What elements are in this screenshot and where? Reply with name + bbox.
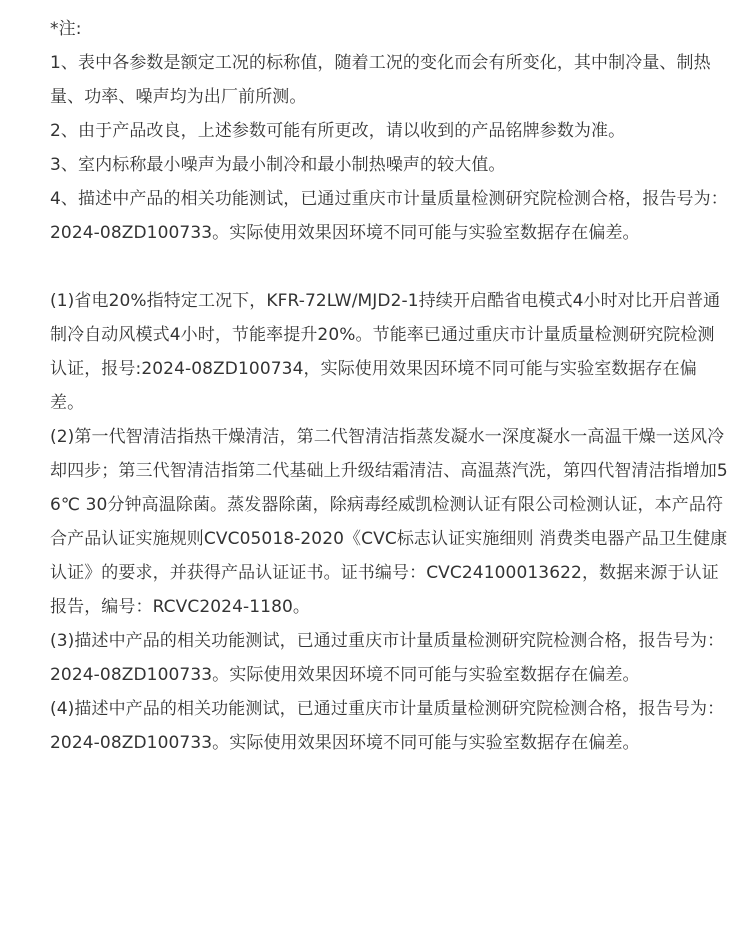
notes-document: [50, 12, 730, 760]
detail-item-1: (1)省电20%指特定工况下，KFR-72LW/MJD2-1持续开启酷省电模式4小时对比开启普通制冷自动风模式4小时，节能率提升20%。节能率已通过重庆市计量质量检测研究院检测认证，报号:2024-08ZD100734，实际使用效果因环境不同可能与实验室数据存在偏差。: [50, 291, 721, 413]
section-spacer: [50, 250, 730, 284]
details-list: [50, 284, 730, 760]
note-item-4: 4、描述中产品的相关功能测试，已通过重庆市计量质量检测研究院检测合格，报告号为：2024-08ZD100733。实际使用效果因环境不同可能与实验室数据存在偏差。: [50, 189, 728, 243]
note-item-2: 2、由于产品改良，上述参数可能有所更改，请以收到的产品铭牌参数为准。: [50, 121, 626, 141]
note-item-1: 1、表中各参数是额定工况的标称值，随着工况的变化而会有所变化，其中制冷量、制热量、功率、噪声均为出厂前所测。: [50, 53, 711, 107]
detail-item-3: (3)描述中产品的相关功能测试，已通过重庆市计量质量检测研究院检测合格，报告号为：2024-08ZD100733。实际使用效果因环境不同可能与实验室数据存在偏差。: [50, 631, 725, 685]
detail-item-2: (2)第一代智清洁指热干燥清洁，第二代智清洁指蒸发凝水一深度凝水一高温干燥一送风冷却四步；第三代智清洁指第二代基础上升级结霜清洁、高温蒸汽洗，第四代智清洁指增加56℃ 30分钟高温除菌。蒸发器除菌，除病毒经威凯检测认证有限公司检测认证，本产品符合产品认证实施规则CVC05018-2020《CVC标志认证实施细则 消费类电器产品卫生健康认证》的要求，并获得产品认证证书。证书编号：CVC24100013622，数据来源于认证报告，编号：RCVC2024-1180。: [50, 427, 728, 617]
note-item-3: 3、室内标称最小噪声为最小制冷和最小制热噪声的较大值。: [50, 155, 506, 175]
detail-item-4: (4)描述中产品的相关功能测试，已通过重庆市计量质量检测研究院检测合格，报告号为：2024-08ZD100733。实际使用效果因环境不同可能与实验室数据存在偏差。: [50, 699, 725, 753]
notes-list: [50, 46, 730, 250]
notes-header: *注:: [50, 19, 82, 39]
